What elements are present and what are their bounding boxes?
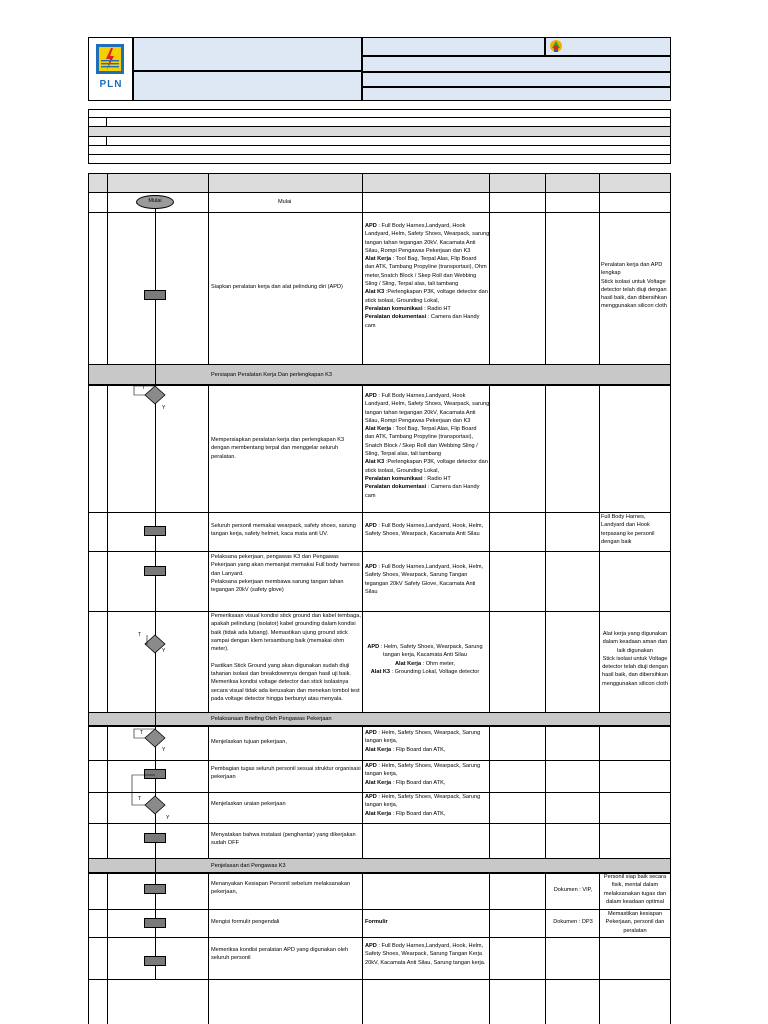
row-remark-line: dengan baik (601, 538, 632, 545)
yes-label-3: Y (162, 747, 166, 753)
strip-1 (88, 109, 671, 118)
row-remark-line: menggunakan silicon cloth (602, 680, 668, 687)
row-tools-line: tegangan 20kV Safety Glove, Kacamata Anti (365, 580, 476, 587)
row-tools-line: Snatch Block / Skep Roll dan Webbing Sling / (365, 442, 478, 449)
row-tools-line: Peralatan dokumentasi : Camera dan Handy (365, 484, 480, 491)
row-description (211, 738, 359, 746)
row-tools-line: APD : Full Body Harnes,Landyard, Hook (365, 223, 466, 229)
row-tools-line: Formulir (365, 919, 388, 925)
row-description (211, 553, 359, 594)
yes-label-1: Y (162, 405, 166, 411)
row-tools-line: tangan kerja, (365, 771, 398, 778)
row-description-line: pekerjaan (211, 774, 236, 781)
row-remark-line: lengkap (601, 270, 621, 277)
row-remark-line: Memastikan kesiapan (607, 911, 663, 917)
row-remark-line: Pekerjaan, personil dan (605, 919, 665, 926)
row-remark-line: Alat kerja yang digunakan (602, 631, 668, 637)
start-text: Mulai (278, 199, 292, 205)
row-tools-line: APD : Helm, Safety Shoes, Wearpack, Sarung (367, 644, 483, 650)
row-tools-line: cam (365, 492, 376, 499)
row-description (211, 436, 359, 461)
row-tools-line: Peralatan komunikasi : Radio HT (365, 475, 451, 482)
row-tools-line: APD : Full Body Harnes,Landyard, Hook, Helm, (365, 943, 484, 949)
row-remark-line: Full Body Harnes, (601, 514, 646, 520)
row-tools-line: stick isolasi, Grounding Lokal, (365, 467, 439, 474)
row-remark-line: dalam keadaan aman dan (602, 639, 668, 646)
strip-3 (88, 127, 671, 137)
row-description-line: dengan membentang terpal dan menggelar seluruh (211, 445, 339, 452)
row-tools (364, 643, 486, 676)
row-description (211, 800, 359, 808)
row-separator (88, 909, 671, 910)
row-tools-line: Safety Shoes, Wearpack, Kacamata Anti Silau (365, 531, 480, 538)
row-remark-line: Landyard dan Hook (601, 522, 650, 529)
process-box-12 (144, 956, 166, 966)
row-tools-line: APD : Helm, Safety Shoes, Wearpack, Sarung (365, 794, 481, 800)
pln-logo (96, 44, 124, 78)
row-description (211, 831, 359, 848)
row-description-line: tahanan isolasi dan breakdownnya dengan hasil uji baik. (211, 671, 351, 678)
row-tools-line: Alat K3 : Grounding Lokal, Voltage detector (370, 668, 480, 675)
row-tools-line: Alat Kerja : Flip Board dan ATK, (365, 746, 446, 753)
row-description-line: secara visual tidak ada kerusakan dan menekan tombol test (211, 687, 360, 694)
row-tools (365, 563, 487, 596)
info-cell-3 (362, 72, 671, 87)
no-label-1: T (142, 385, 146, 391)
row-remark-line: melaksanakan tugas dan (603, 890, 667, 897)
row-separator (88, 873, 671, 874)
row-description-line: Pembagian tugas seluruh personil sesuai struktur organisasi (211, 766, 361, 772)
row-remark-line: peralatan (623, 927, 647, 934)
row-description-line: Mengisi formulir pengendali (211, 919, 280, 925)
strip-6 (88, 155, 671, 164)
row-document (547, 918, 599, 926)
info-cell-4 (362, 87, 671, 101)
row-remark-line: hasil baik, dan dibersihkan (602, 672, 668, 679)
row-remark-line: laik digunakan (617, 647, 653, 654)
row-tools-line: meter,Snatch Block / Skep Roll dan Webbing (365, 272, 477, 279)
row-remark (601, 513, 669, 546)
row-tools (365, 918, 487, 926)
row-separator (88, 937, 671, 938)
row-description-line: sudah OFF (211, 840, 239, 847)
row-tools-line: 20kV, Kacamata Anti Silau, Sarung tangan kerja. (365, 959, 486, 966)
row-tools-line: tangan kerja, (365, 738, 398, 745)
row-tools (365, 942, 487, 967)
row-description-line: baik (tidak ada lubang). Memastikan ujung ground stick (211, 629, 348, 636)
row-remark (601, 261, 669, 311)
row-document (547, 886, 599, 894)
row-description-line: Mempersiapkan peralatan kerja dan perlengkapan K3 (211, 437, 345, 443)
col-line-6 (599, 173, 600, 1024)
row-description-line: Menanyakan Kesiapan Personil sebelum melaksanakan (211, 881, 350, 887)
process-box-10 (144, 884, 166, 894)
row-description-line: peralatan. (211, 453, 236, 460)
row-description (211, 946, 359, 963)
row-tools-line: Alat Kerja : Tool Bag, Terpal Alas, Flip Board (365, 256, 477, 263)
row-remark (601, 630, 669, 688)
row-description-line: Menjelaskan uraian pekerjaan (211, 801, 286, 807)
row-remark-line: menggunakan silicon cloth (601, 303, 667, 310)
row-tools-line: Landyard, Helm, Safety Shoes, Wearpack, sarung (365, 401, 490, 408)
info-cell-1 (362, 37, 545, 56)
row-description-line: dan Lanyard. (211, 570, 244, 577)
row-remark-line: hasil baik, dan dibersihkan (601, 295, 667, 302)
strip-2-left (88, 118, 107, 127)
section-title: Persiapan Peralatan Kerja Dan perlengkapan K3 (211, 372, 332, 378)
row-description-line: tegangan 20kV (safety glove) (211, 587, 284, 594)
row-tools-line: dan ATK, Tambang Propyline (transportasi), (365, 434, 473, 441)
row-description (211, 765, 359, 782)
row-tools-line: APD : Full Body Harnes,Landyard, Hook (365, 393, 466, 399)
flow-connectors (120, 380, 180, 840)
row-remark (601, 910, 669, 935)
section-row-3 (88, 858, 671, 873)
col-line-3 (362, 173, 363, 1024)
row-tools (365, 793, 487, 818)
row-document-line: Dokumen : VIP, (553, 887, 593, 893)
process-box-11 (144, 918, 166, 928)
row-tools-line: Alat K3 :Perlengkapan P3K, voltage detector dan (365, 289, 488, 296)
section-title: Penjelasan dari Pengawas K3 (211, 863, 286, 869)
row-tools-line: APD : Full Body Harnes,Landyard, Hook, Helm, (365, 523, 484, 529)
strip-4-left (88, 137, 107, 146)
row-tools-line: dan ATK, Tambang Propyline (transportasi), Ohm (365, 264, 487, 271)
row-tools-line: Sling, Terpal alas, tali tambang (365, 451, 442, 458)
row-description (211, 880, 359, 897)
table-bottom-border (88, 979, 671, 980)
info-cell-1b (545, 37, 671, 56)
row-description (211, 612, 359, 703)
row-tools-line: Alat Kerja : Ohm meter, (394, 660, 455, 667)
col-line-5 (545, 173, 546, 1024)
table-header-row (88, 173, 671, 193)
row-tools-line: Sling / Sling, Terpal alas, tali tambang (365, 281, 459, 288)
strip-2 (88, 118, 671, 127)
row-tools-line: APD : Full Body Harnes,Landyard, Hook, Helm, (365, 564, 484, 570)
row-tools-line: APD : Helm, Safety Shoes, Wearpack, Sarung (365, 730, 481, 736)
row-description-line: Pekerjaan yang akan memanjat memakai Full body harness (211, 562, 360, 569)
row-description-line: sampai dengan klem tersambung baik (memakai ohm (211, 637, 345, 644)
row-tools (365, 762, 487, 787)
row-remark-line: detector telah diuji dengan (602, 664, 668, 671)
row-tools-line: tangan tahan tegangan 20kV, Kacamata Anti (365, 239, 476, 246)
row-description-line: Pastikan Stick Ground yang akan digunakan sudah diuji (211, 662, 350, 669)
strip-4 (88, 137, 671, 146)
section-title: Pelaksanaan Briefing Oleh Pengawas Pekerjaan (211, 716, 332, 722)
row-remark-line: detector telah diuji dengan (601, 286, 667, 293)
title-cell-top (133, 37, 362, 71)
row-tools-line: Silau (365, 588, 378, 595)
row-description-line: Menyatakan bahwa instalasi (penghantar) yang dikerjakan (211, 832, 356, 838)
no-label-3: T (140, 730, 144, 736)
row-tools-line: Silau, Rompi Pengawas Pekerjaan dan K3 (365, 417, 471, 424)
no-label-2: T (138, 632, 142, 638)
row-description-line: meter). (211, 646, 229, 653)
row-tools-line: tangan tahan tegangan 20kV, Kacamata Anti (365, 409, 476, 416)
row-separator (88, 212, 671, 213)
row-description-line: tangan kerja, safety helmet, kaca mata anti UV. (211, 531, 329, 538)
row-tools-line: Silau, Rompi Pengawas Pekerjaan dan K3 (365, 247, 471, 254)
row-remark-line: Peralatan kerja dan APD (601, 262, 663, 268)
row-tools-line: stick isolasi, Grounding Lokal, (365, 297, 439, 304)
strip-5 (88, 146, 671, 155)
row-description-line: Seluruh personil memakai wearpack, safety shoes, sarung (211, 523, 356, 529)
row-tools-line: Peralatan komunikasi : Radio HT (365, 305, 451, 312)
row-description-line: apakah pelindung (isolator) kabel grounding dalam kondisi (211, 621, 356, 628)
row-tools-line: APD : Helm, Safety Shoes, Wearpack, Sarung (365, 763, 481, 769)
row-remark-line: Stick isolasi untuk Voltage (601, 278, 666, 285)
row-tools-line: Landyard, Helm, Safety Shoes, Wearpack, sarung (365, 231, 490, 238)
row-tools-line: Alat Kerja : Flip Board dan ATK, (365, 810, 446, 817)
row-tools-line: tangan kerja, Kacamata Anti Silau (383, 652, 467, 659)
row-tools-line: Alat Kerja : Flip Board dan ATK, (365, 779, 446, 786)
row-remark-line: fisik, mental dalam (611, 882, 659, 889)
no-label-4: T (138, 796, 142, 802)
row-description-line: Menjelaskan tujuan pekerjaan, (211, 739, 287, 745)
row-description-line: Pelaksana pekerjaan membawa sarung tangan tahan (211, 578, 344, 585)
col-line-2 (208, 173, 209, 1024)
row-description-line (211, 653, 359, 661)
row-tools-line: Peralatan dokumentasi : Camera dan Handy (365, 314, 480, 321)
row-tools-line: Safety Shoes, Wearpack, Sarung Tangan Kerja (365, 951, 483, 958)
col-line-4 (489, 173, 490, 1024)
row-document-line: Dokumen : DP3 (553, 919, 593, 925)
row-remark (601, 873, 669, 906)
row-description (211, 522, 359, 539)
row-description (211, 283, 359, 291)
row-tools-line: Alat Kerja : Tool Bag, Terpal Alas, Flip Board (365, 426, 477, 433)
row-tools (365, 392, 490, 500)
row-tools (365, 729, 487, 754)
row-tools-line: Safety Shoes, Wearpack, Sarung Tangan (365, 572, 468, 579)
row-description-line: pada voltage detector hingga berbunyi atau menyala. (211, 695, 343, 702)
row-description-line: Pemeriksaan visual kondisi stick ground dan kabel tembaga, (211, 613, 361, 619)
row-remark-line: Personil siap baik secara (603, 874, 667, 880)
logo-text: PLN (99, 79, 123, 90)
row-remark-line: terpasang ke personil (601, 530, 655, 537)
yes-label-2: Y (162, 648, 166, 654)
row-tools (365, 522, 487, 539)
row-tools-line: Alat K3 :Perlengkapan P3K, voltage detector dan (365, 459, 488, 466)
row-remark-line: dalam keadaan optimal (606, 898, 664, 905)
row-description-line: Siapkan peralatan kerja dan alat pelindung diri (APD) (211, 284, 343, 290)
title-cell-bottom (133, 71, 362, 101)
process-box-1 (144, 290, 166, 300)
row-description-line: Pelaksana pekerjaan, pengawas K3 dan Pengawas (211, 554, 339, 560)
row-description (211, 918, 359, 926)
yes-label-4: Y (166, 815, 170, 821)
emblem-icon (549, 39, 563, 53)
row-description-line: pekerjaan, (211, 889, 238, 896)
row-description-line: Memeriksa kondisi voltage detector dan stick isolasinya (211, 679, 349, 686)
info-cell-2 (362, 56, 671, 72)
row-tools-line: tangan kerja, (365, 802, 398, 809)
row-tools-line: cam (365, 322, 376, 329)
col-line-1 (107, 173, 108, 1024)
row-description-line: seluruh personil (211, 955, 251, 962)
row-description-line: Memeriksa kondisi peralatan APD yang digunakan oleh (211, 947, 349, 953)
row-remark-line: Stick isolasi untuk Voltage (602, 655, 668, 662)
row-tools (365, 222, 490, 330)
start-terminal-label: Mulai (148, 198, 162, 204)
